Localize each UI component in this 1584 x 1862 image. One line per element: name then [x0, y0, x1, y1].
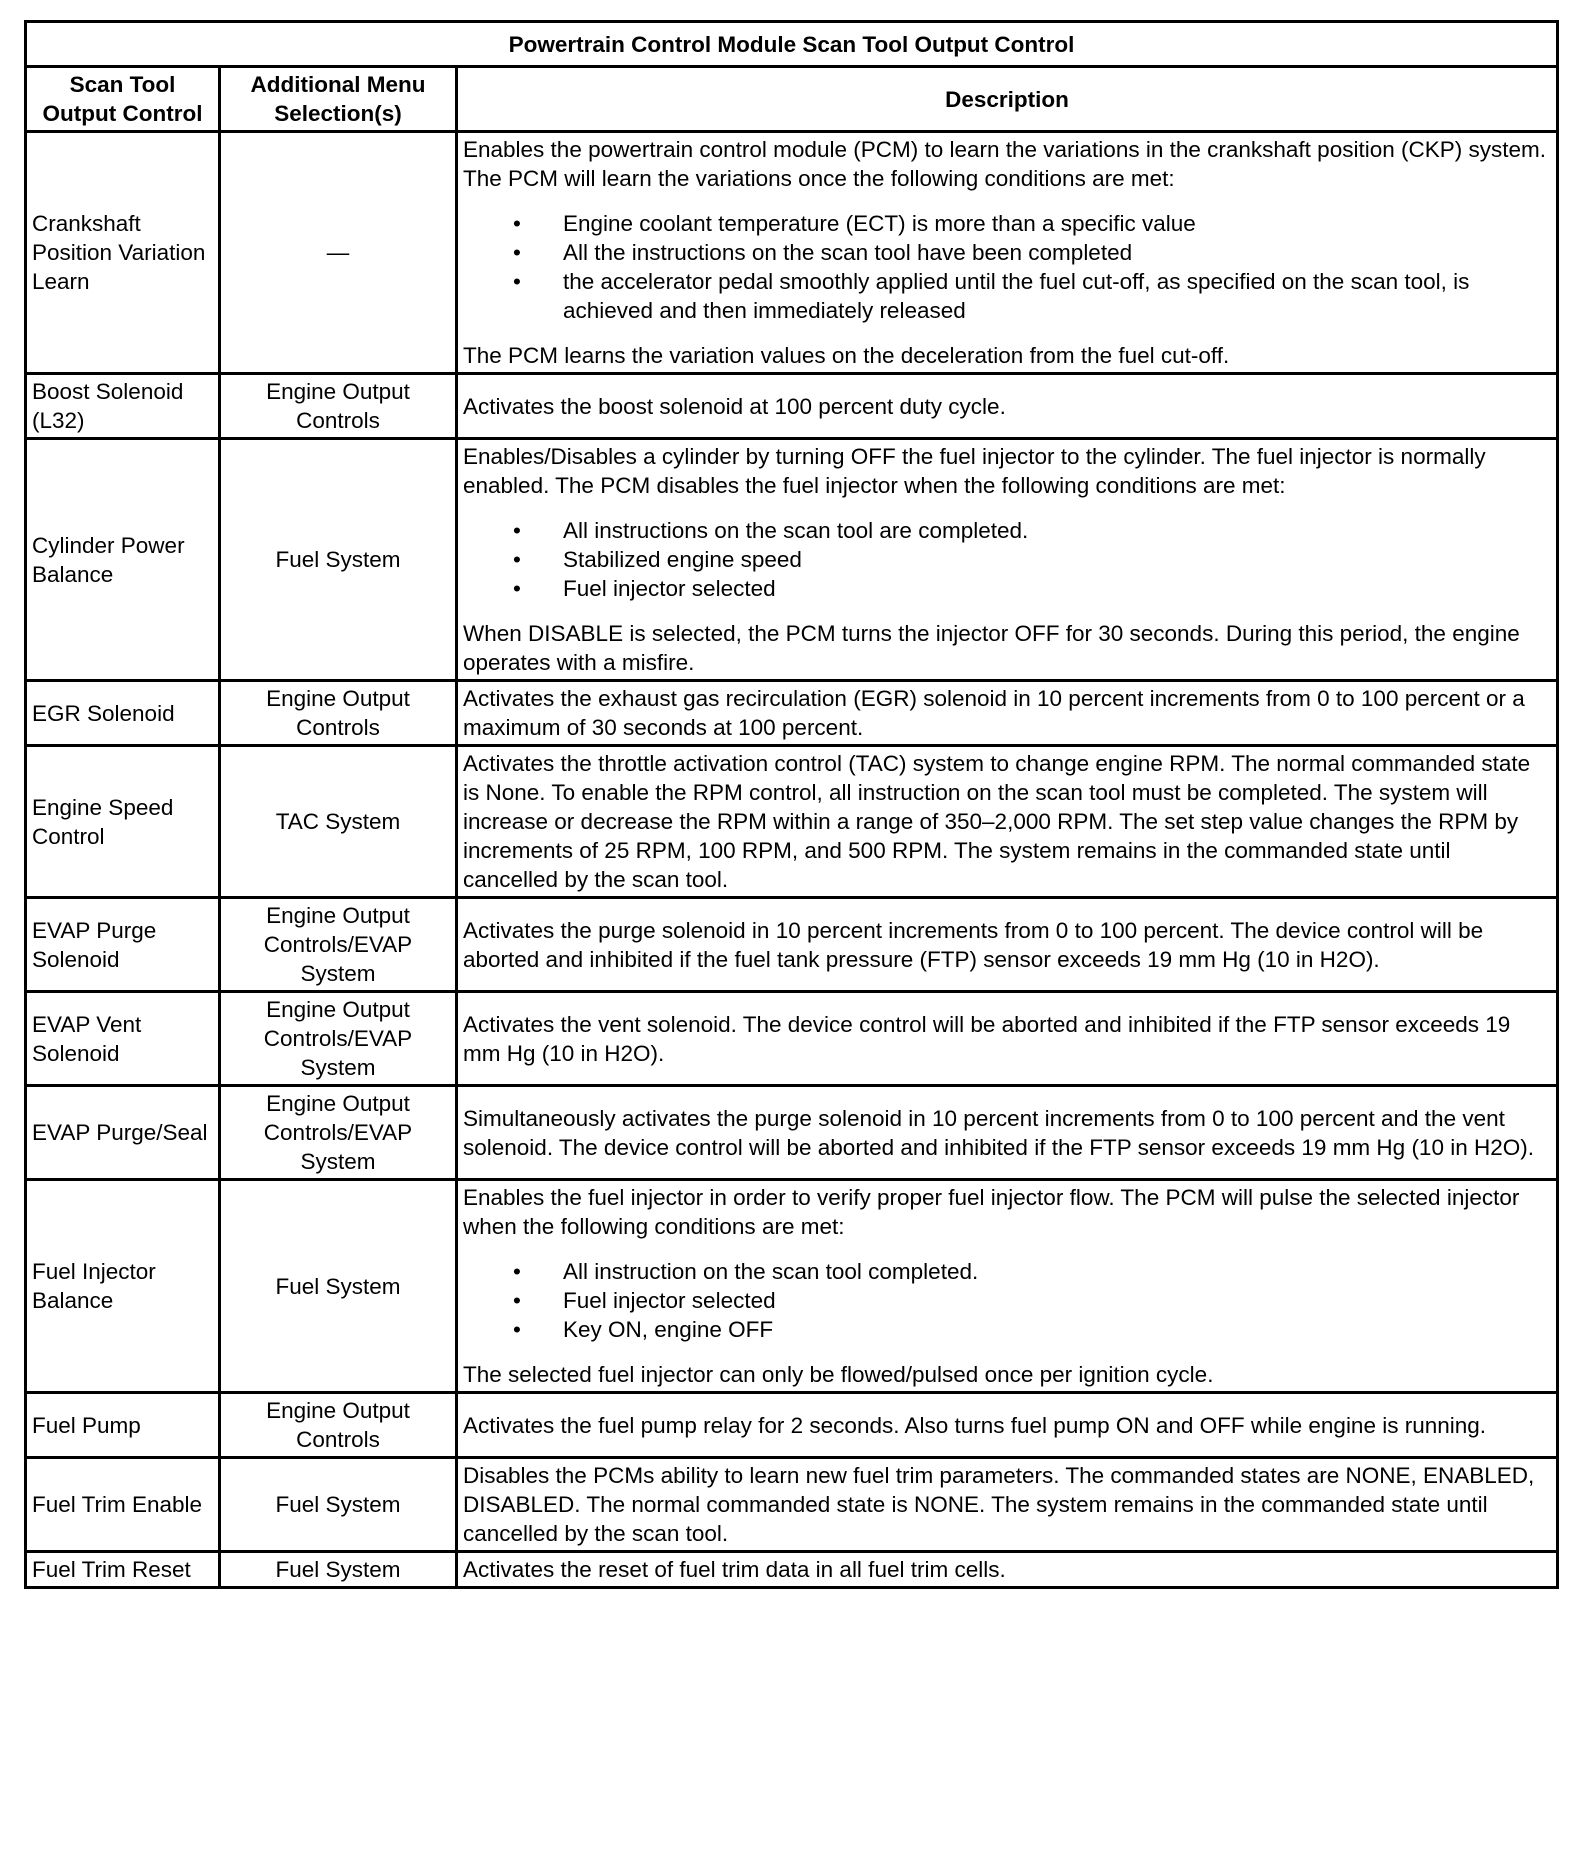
- row-description: [457, 132, 1558, 374]
- list-item: • Stabilized engine speed: [563, 545, 1551, 574]
- condition-list: [463, 1257, 1551, 1344]
- description-intro: Enables/Disables a cylinder by turning OFF the fuel injector to the cylinder. The fuel injector is normally enabled. The PCM disables the fuel injector when the following conditions are met:: [463, 444, 1486, 498]
- row-menu: Fuel System: [220, 439, 457, 681]
- row-control: Fuel Trim Reset: [26, 1552, 220, 1588]
- table-row: [26, 746, 1558, 898]
- row-menu: Engine Output Controls: [220, 374, 457, 439]
- row-description: Activates the fuel pump relay for 2 seconds. Also turns fuel pump ON and OFF while engine is running.: [457, 1393, 1558, 1458]
- row-menu: Fuel System: [220, 1458, 457, 1552]
- output-control-table: [24, 20, 1559, 1589]
- list-item: • the accelerator pedal smoothly applied until the fuel cut-off, as specified on the scan tool, is achieved and then immediately released: [563, 267, 1551, 325]
- description-outro: When DISABLE is selected, the PCM turns the injector OFF for 30 seconds. During this period, the engine operates with a misfire.: [463, 621, 1520, 675]
- list-item: • Engine coolant temperature (ECT) is more than a specific value: [563, 209, 1551, 238]
- list-item: • Key ON, engine OFF: [563, 1315, 1551, 1344]
- row-menu: Engine Output Controls/EVAP System: [220, 1086, 457, 1180]
- table-row: [26, 1086, 1558, 1180]
- description-intro: Enables the fuel injector in order to verify proper fuel injector flow. The PCM will pulse the selected injector when the following conditions are met:: [463, 1185, 1520, 1239]
- row-description: Activates the exhaust gas recirculation (EGR) solenoid in 10 percent increments from 0 to 100 percent or a maximum of 30 seconds at 100 percent.: [457, 681, 1558, 746]
- table-row: [26, 1180, 1558, 1393]
- table-title-row: [26, 22, 1558, 67]
- table-row: [26, 1552, 1558, 1588]
- row-control: Crankshaft Position Variation Learn: [26, 132, 220, 374]
- table-row: [26, 132, 1558, 374]
- table-row: [26, 1393, 1558, 1458]
- row-menu: —: [220, 132, 457, 374]
- list-item: • All instructions on the scan tool are completed.: [563, 516, 1551, 545]
- row-description: [457, 439, 1558, 681]
- header-scan-tool-output-control: Scan Tool Output Control: [26, 67, 220, 132]
- condition-list: [463, 516, 1551, 603]
- row-menu: Fuel System: [220, 1180, 457, 1393]
- row-description: [457, 1180, 1558, 1393]
- row-control: Cylinder Power Balance: [26, 439, 220, 681]
- description-outro: The selected fuel injector can only be flowed/pulsed once per ignition cycle.: [463, 1362, 1214, 1387]
- row-description: Disables the PCMs ability to learn new fuel trim parameters. The commanded states are NONE, ENABLED, DISABLED. The normal commanded state is NONE. The system remains in the commanded state until cancelled by the scan tool.: [457, 1458, 1558, 1552]
- table-row: [26, 439, 1558, 681]
- row-control: Fuel Injector Balance: [26, 1180, 220, 1393]
- row-description: Activates the vent solenoid. The device control will be aborted and inhibited if the FTP sensor exceeds 19 mm Hg (10 in H2O).: [457, 992, 1558, 1086]
- row-control: EVAP Vent Solenoid: [26, 992, 220, 1086]
- table-row: [26, 898, 1558, 992]
- table-row: [26, 992, 1558, 1086]
- row-description: Activates the purge solenoid in 10 percent increments from 0 to 100 percent. The device control will be aborted and inhibited if the fuel tank pressure (FTP) sensor exceeds 19 mm Hg (10 in H2O).: [457, 898, 1558, 992]
- row-menu: TAC System: [220, 746, 457, 898]
- table-row: [26, 1458, 1558, 1552]
- row-menu: Engine Output Controls: [220, 1393, 457, 1458]
- description-intro: Enables the powertrain control module (PCM) to learn the variations in the crankshaft position (CKP) system. The PCM will learn the variations once the following conditions are met:: [463, 137, 1546, 191]
- list-item: • All instruction on the scan tool completed.: [563, 1257, 1551, 1286]
- row-menu: Fuel System: [220, 1552, 457, 1588]
- row-control: EVAP Purge/Seal: [26, 1086, 220, 1180]
- row-menu: Engine Output Controls/EVAP System: [220, 898, 457, 992]
- row-description: Activates the reset of fuel trim data in all fuel trim cells.: [457, 1552, 1558, 1588]
- row-control: Boost Solenoid (L32): [26, 374, 220, 439]
- header-description: Description: [457, 67, 1558, 132]
- row-control: Fuel Trim Enable: [26, 1458, 220, 1552]
- row-menu: Engine Output Controls: [220, 681, 457, 746]
- condition-list: [463, 209, 1551, 325]
- row-control: Fuel Pump: [26, 1393, 220, 1458]
- row-control: EVAP Purge Solenoid: [26, 898, 220, 992]
- row-description: Simultaneously activates the purge solenoid in 10 percent increments from 0 to 100 percent and the vent solenoid. The device control will be aborted and inhibited if the FTP sensor exceeds 19 mm Hg (10 in H2O).: [457, 1086, 1558, 1180]
- row-menu: Engine Output Controls/EVAP System: [220, 992, 457, 1086]
- row-description: Activates the throttle activation control (TAC) system to change engine RPM. The normal commanded state is None. To enable the RPM control, all instruction on the scan tool must be completed. The system will increase or decrease the RPM within a range of 350–2,000 RPM. The set step value changes the RPM by increments of 25 RPM, 100 RPM, and 500 RPM. The system remains in the commanded state until cancelled by the scan tool.: [457, 746, 1558, 898]
- header-additional-menu-selections: Additional Menu Selection(s): [220, 67, 457, 132]
- description-outro: The PCM learns the variation values on the deceleration from the fuel cut-off.: [463, 343, 1230, 368]
- row-description: Activates the boost solenoid at 100 percent duty cycle.: [457, 374, 1558, 439]
- row-control: Engine Speed Control: [26, 746, 220, 898]
- table-row: [26, 374, 1558, 439]
- list-item: • Fuel injector selected: [563, 574, 1551, 603]
- list-item: • Fuel injector selected: [563, 1286, 1551, 1315]
- table-row: [26, 681, 1558, 746]
- list-item: • All the instructions on the scan tool have been completed: [563, 238, 1551, 267]
- table-header-row: [26, 67, 1558, 132]
- row-control: EGR Solenoid: [26, 681, 220, 746]
- table-title: Powertrain Control Module Scan Tool Output Control: [26, 22, 1558, 67]
